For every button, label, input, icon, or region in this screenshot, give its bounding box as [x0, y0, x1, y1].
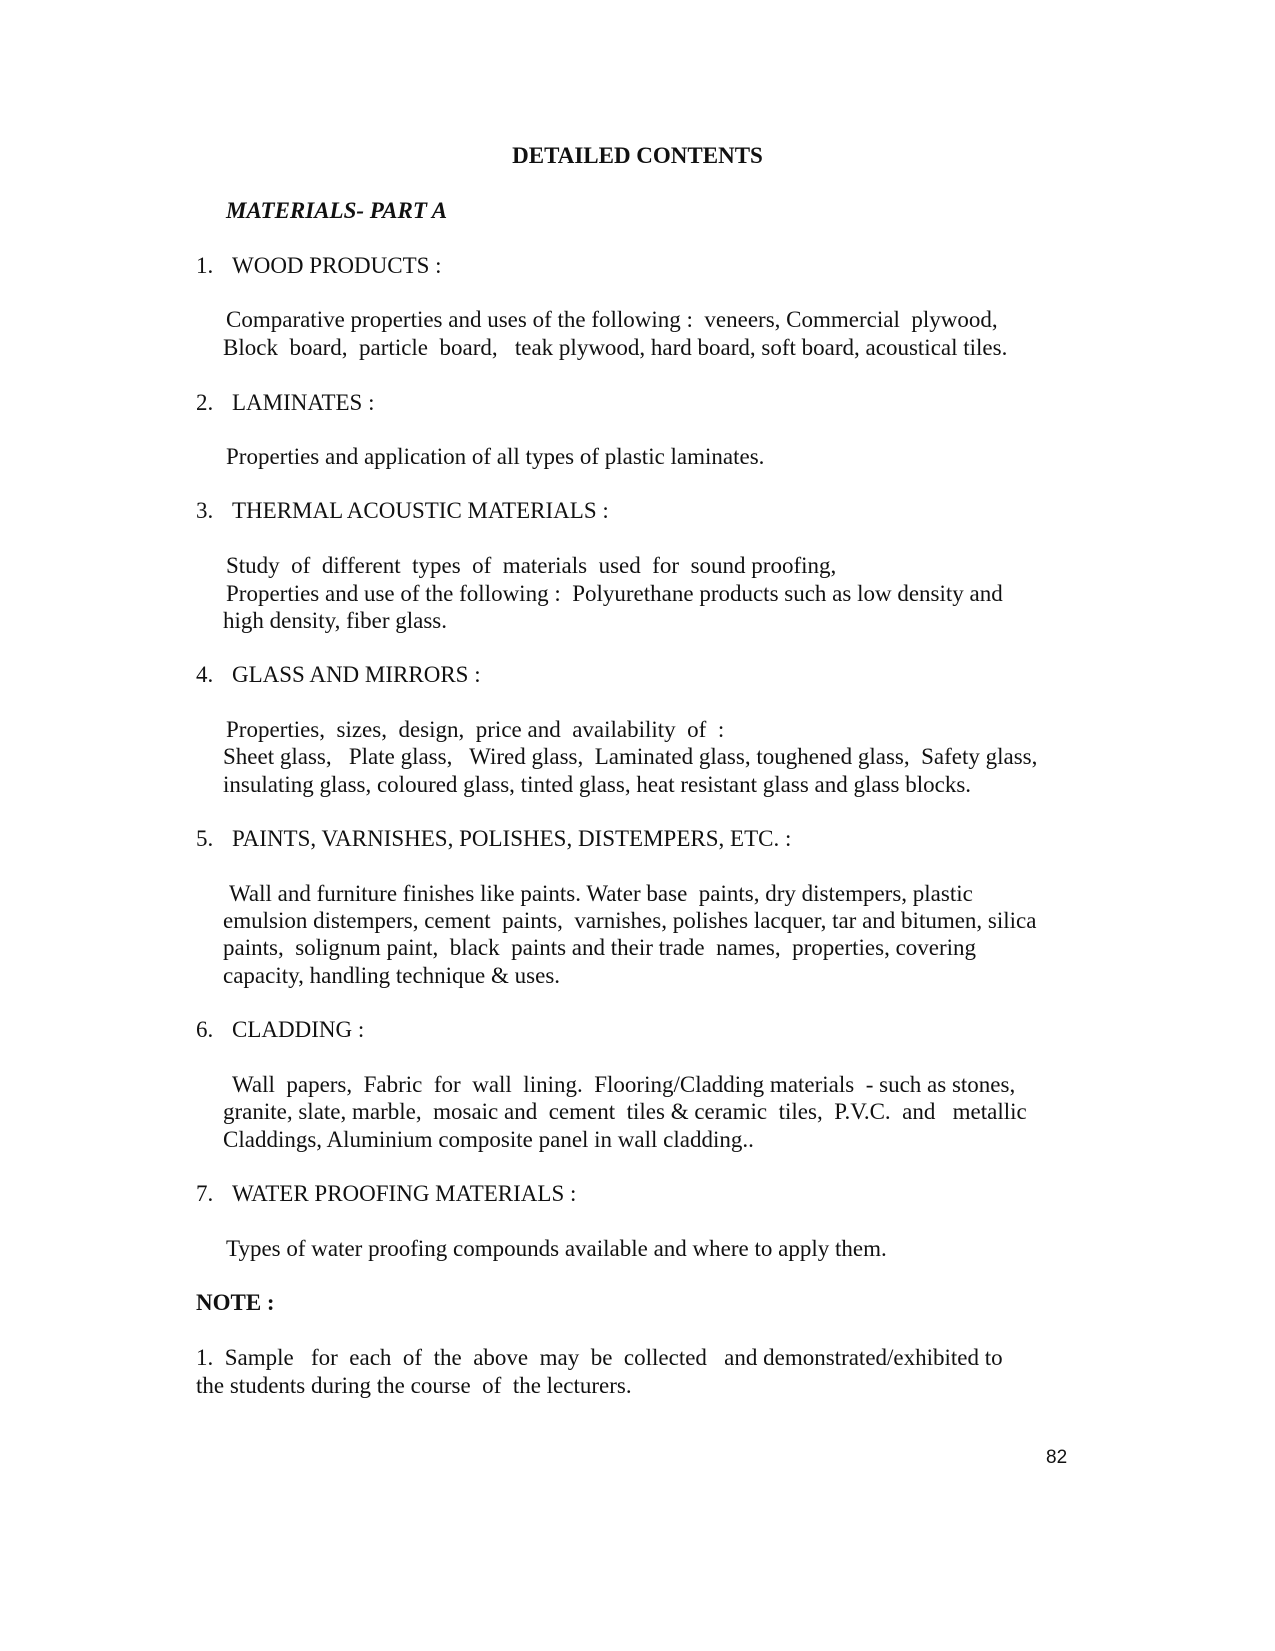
- section-number: 6.: [196, 1017, 214, 1042]
- note-text-line: 1. Sample for each of the above may be collected and demonstrated/exhibited to: [196, 1345, 1003, 1370]
- section-text-line: Properties and application of all types of plastic laminates.: [226, 444, 765, 469]
- page-title: DETAILED CONTENTS: [512, 143, 763, 168]
- section-text-line: Study of different types of materials used for sound proofing,: [226, 553, 837, 578]
- section-text-line: insulating glass, coloured glass, tinted glass, heat resistant glass and glass blocks.: [223, 772, 972, 797]
- part-heading: MATERIALS- PART A: [226, 198, 448, 223]
- section-number: 7.: [196, 1181, 214, 1206]
- section-text-line: paints, solignum paint, black paints and their trade names, properties, covering: [223, 935, 977, 960]
- section-number: 3.: [196, 498, 214, 523]
- section-text-line: Types of water proofing compounds available and where to apply them.: [226, 1236, 887, 1261]
- section-number: 2.: [196, 390, 214, 415]
- section-heading: WOOD PRODUCTS :: [232, 253, 442, 278]
- section-text-line: Comparative properties and uses of the following : veneers, Commercial plywood,: [226, 307, 998, 332]
- section-text-line: Block board, particle board, teak plywood, hard board, soft board, acoustical tiles.: [223, 335, 1008, 360]
- section-text-line: capacity, handling technique & uses.: [223, 963, 561, 988]
- section-text-line: high density, fiber glass.: [223, 608, 448, 633]
- section-number: 5.: [196, 826, 214, 851]
- section-heading: LAMINATES :: [232, 390, 375, 415]
- section-text-line: Wall and furniture finishes like paints. Water base paints, dry distempers, plastic: [229, 881, 973, 906]
- note-text-line: the students during the course of the lecturers.: [196, 1373, 632, 1398]
- section-text-line: Properties, sizes, design, price and availability of :: [226, 717, 725, 742]
- note-heading: NOTE :: [196, 1290, 275, 1315]
- page-number: 82: [1046, 1447, 1068, 1468]
- section-text-line: emulsion distempers, cement paints, varnishes, polishes lacquer, tar and bitumen, silica: [223, 908, 1037, 933]
- section-heading: WATER PROOFING MATERIALS :: [232, 1181, 577, 1206]
- section-text-line: Claddings, Aluminium composite panel in wall cladding..: [223, 1127, 754, 1152]
- section-text-line: Wall papers, Fabric for wall lining. Flooring/Cladding materials - such as stones,: [232, 1072, 1016, 1097]
- section-text-line: granite, slate, marble, mosaic and cement tiles & ceramic tiles, P.V.C. and metallic: [223, 1099, 1027, 1124]
- section-text-line: Properties and use of the following : Polyurethane products such as low density and: [226, 581, 1003, 606]
- section-heading: THERMAL ACOUSTIC MATERIALS :: [232, 498, 609, 523]
- section-heading: PAINTS, VARNISHES, POLISHES, DISTEMPERS, ETC. :: [232, 826, 792, 851]
- section-heading: GLASS AND MIRRORS :: [232, 662, 481, 687]
- section-number: 4.: [196, 662, 214, 687]
- section-heading: CLADDING :: [232, 1017, 365, 1042]
- section-number: 1.: [196, 253, 214, 278]
- section-text-line: Sheet glass, Plate glass, Wired glass, Laminated glass, toughened glass, Safety glass,: [223, 744, 1038, 769]
